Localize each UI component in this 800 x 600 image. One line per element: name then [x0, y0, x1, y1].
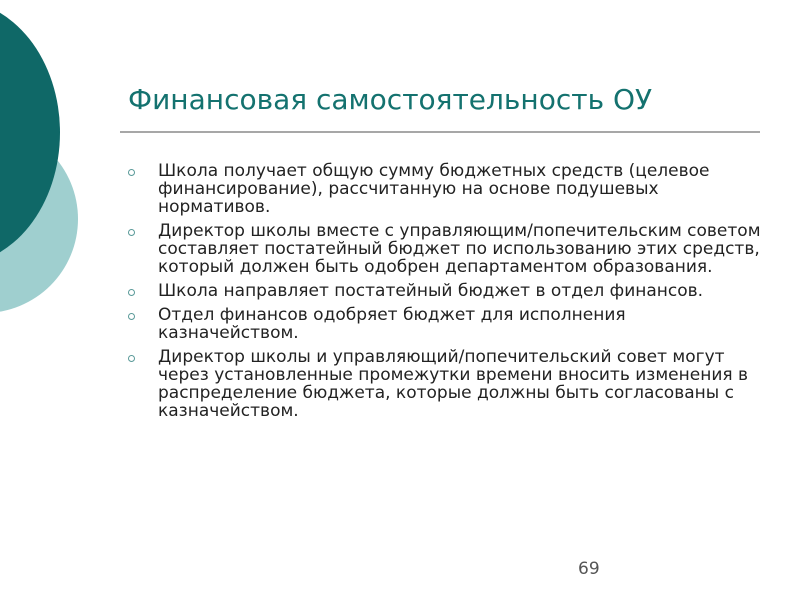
bullet-circle-icon [128, 289, 135, 296]
bullet-item [128, 162, 768, 216]
bullet-circle-icon [128, 169, 135, 176]
page-number: 69 [578, 559, 600, 579]
bullet-item [128, 282, 768, 300]
bullet-circle-icon [128, 313, 135, 320]
bullet-text: Школа получает общую сумму бюджетных средств (целевое финансирование), рассчитанную на основе подушевых нормативов. [158, 161, 710, 217]
bullet-text: Школа направляет постатейный бюджет в отдел финансов. [158, 281, 704, 301]
bullet-text: Отдел финансов одобряет бюджет для исполнения казначейством. [158, 305, 626, 343]
bullet-item [128, 222, 768, 276]
bullet-text: Директор школы вместе с управляющим/попечительским советом составляет постатейный бюджет по использованию этих средств, который должен быть одобрен департаментом образования. [158, 221, 761, 277]
bullet-circle-icon [128, 355, 135, 362]
bullet-circle-icon [128, 229, 135, 236]
slide-title: Финансовая самостоятельность ОУ [128, 83, 653, 116]
bullet-item [128, 348, 768, 420]
title-divider [120, 131, 760, 133]
bullet-text: Директор школы и управляющий/попечительский совет могут через установленные промежутки времени вносить изменения в распределение бюджета, которые должны быть согласованы с казначейством. [158, 347, 749, 421]
bullet-item [128, 306, 768, 342]
bullet-list [128, 162, 768, 426]
